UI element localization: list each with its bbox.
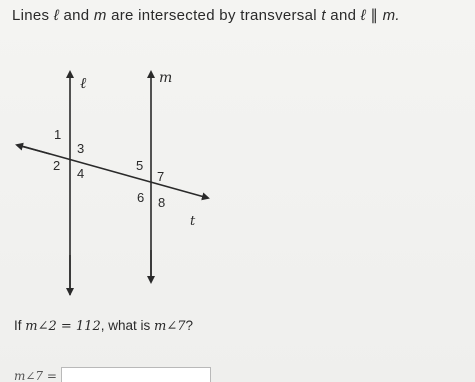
angle-label-3: 3: [77, 141, 85, 156]
angle-label-5: 5: [136, 158, 144, 173]
parallel-statement: ℓ ∥ m.: [360, 7, 400, 24]
answer-label: m∠7 =: [14, 369, 57, 382]
angle-label-4: 4: [77, 166, 85, 181]
question-middle: , what is: [100, 318, 155, 333]
transversal-left-arrow: [17, 145, 50, 154]
line-m-symbol: m: [93, 7, 107, 24]
angle-label-7: 7: [157, 169, 165, 184]
angle-label-2: 2: [53, 158, 61, 173]
statement-text-4: and: [325, 7, 361, 24]
question-suffix: ?: [185, 318, 194, 333]
answer-input[interactable]: [61, 367, 211, 382]
line-l-label: ℓ: [80, 74, 87, 92]
asked-angle: m∠7: [154, 319, 186, 334]
question-text: [14, 318, 193, 334]
statement-text-1: Lines: [12, 7, 54, 24]
angle-label-8: 8: [158, 195, 166, 210]
transversal-symbol: t: [321, 7, 326, 24]
angle-label-1: 1: [54, 127, 62, 142]
line-m-label: m: [159, 70, 173, 86]
statement-text-2: and: [58, 7, 94, 24]
line-l-symbol: ℓ: [53, 7, 59, 24]
statement-text-3: are intersected by transversal: [106, 7, 322, 24]
answer-row: [14, 361, 211, 382]
given-angle: m∠2 = 112: [25, 319, 101, 334]
angle-label-6: 6: [137, 190, 145, 205]
question-prefix: If: [14, 318, 26, 333]
line-t-label: t: [190, 214, 196, 229]
